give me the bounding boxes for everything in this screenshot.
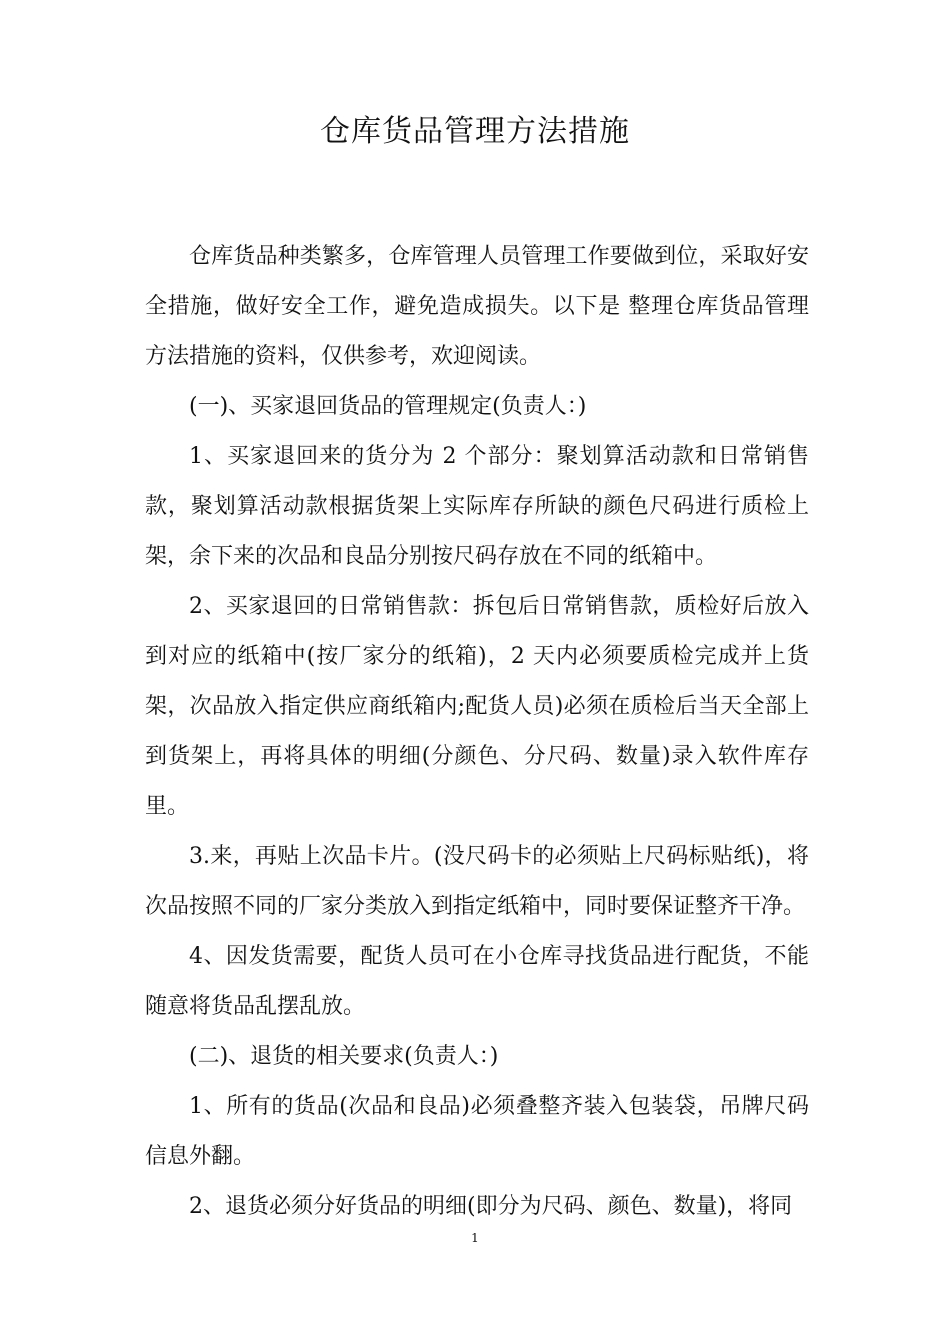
section-1-item-1: 1、买家退回来的货分为 2 个部分：聚划算活动款和日常销售款，聚划算活动款根据货架上实际库存所缺的颜色尺码进行质检上架，余下来的次品和良品分别按尺码存放在不同的纸箱中。 <box>145 444 809 569</box>
page-number: 1 <box>471 1231 479 1245</box>
section-heading-2: (二)、退货的相关要求(负责人：) <box>189 1044 499 1069</box>
section-1-item-3: 3.来，再贴上次品卡片。(没尺码卡的必须贴上尺码标贴纸)，将次品按照不同的厂家分类放入到指定纸箱中，同时要保证整齐干净。 <box>145 844 809 919</box>
intro-paragraph: 仓库货品种类繁多，仓库管理人员管理工作要做到位，采取好安全措施，做好安全工作，避免造成损失。以下是 整理仓库货品管理方法措施的资料，仅供参考，欢迎阅读。 <box>145 244 809 369</box>
document-title: 仓库货品管理方法措施 <box>320 114 630 149</box>
section-1-item-2: 2、买家退回的日常销售款：拆包后日常销售款，质检好后放入到对应的纸箱中(按厂家分的纸箱)，2 天内必须要质检完成并上货架，次品放入指定供应商纸箱内;配货人员)必须在质检后当天全部上到货架上，再将具体的明细(分颜色、分尺码、数量)录入软件库存里。 <box>145 594 809 819</box>
section-2-item-2: 2、退货必须分好货品的明细(即分为尺码、颜色、数量)，将同 <box>189 1194 793 1219</box>
section-heading-1: (一)、买家退回货品的管理规定(负责人：) <box>189 394 587 419</box>
section-2-item-1: 1、所有的货品(次品和良品)必须叠整齐装入包装袋，吊牌尺码信息外翻。 <box>145 1094 809 1169</box>
section-1-item-4: 4、因发货需要，配货人员可在小仓库寻找货品进行配货，不能随意将货品乱摆乱放。 <box>145 944 809 1019</box>
document-body <box>145 232 809 1232</box>
